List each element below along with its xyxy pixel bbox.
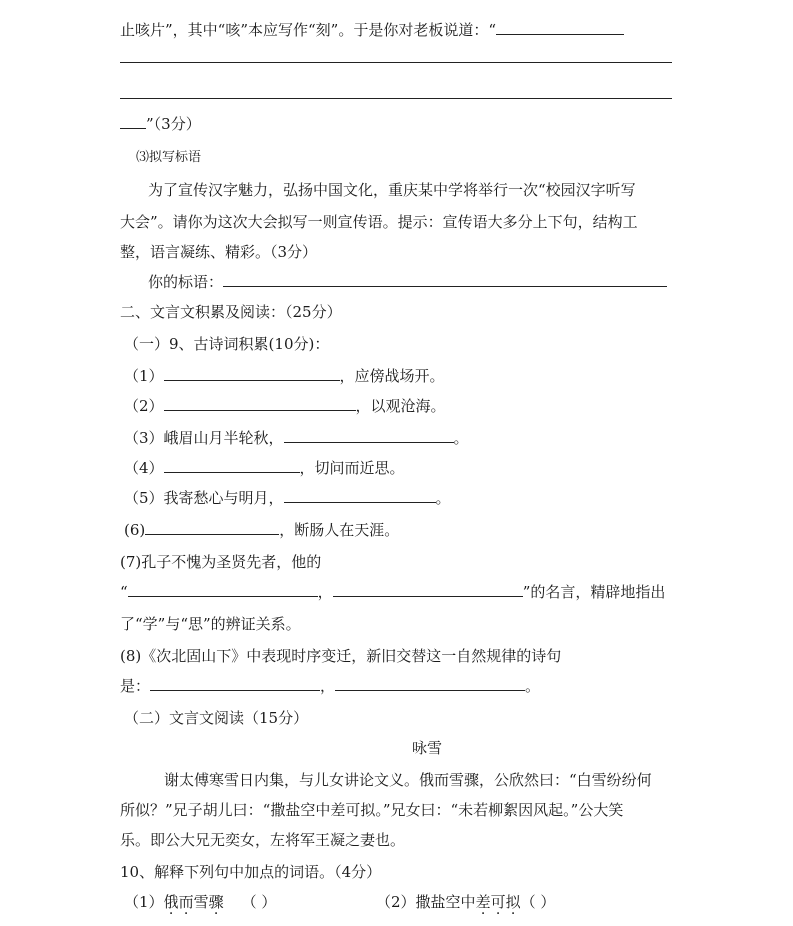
- poem-item-7-answer: “ ， ”的名言，精辟地指出: [120, 583, 666, 601]
- answer-rule[interactable]: [120, 62, 672, 63]
- part-title: （二）文言文阅读（15分）: [124, 709, 309, 727]
- section-title: 二、文言文积累及阅读：（25分）: [120, 303, 342, 321]
- slogan-prompt: 大会”。请你为这次大会拟写一则宣传语。提示：宣传语大多分上下句，结构工: [120, 213, 638, 231]
- passage-text: 谢太傅寒雪日内集，与儿女讲论文义。俄而雪骤，公欣然曰：“白雪纷纷何: [164, 771, 652, 789]
- poem-item-6: (6) ，断肠人在天涯。: [124, 521, 400, 539]
- poem-item-8-answer: 是： ， 。: [120, 677, 541, 695]
- poem-item-7-tail: 了“学”与“思”的辨证关系。: [120, 615, 301, 633]
- poem-item-3: （3）峨眉山月半轮秋， 。: [124, 429, 469, 447]
- slogan-prompt: 整，语言凝练、精彩。（3分）: [120, 243, 318, 261]
- answer-blank[interactable]: [145, 520, 279, 535]
- slogan-answer-blank[interactable]: [223, 272, 667, 287]
- question-10-item-2: （2）撒盐空中差可拟（ ）: [376, 893, 556, 911]
- answer-blank[interactable]: （ ）: [520, 893, 556, 911]
- passage-title: 咏雪: [412, 739, 443, 757]
- answer-blank[interactable]: （ ）: [241, 893, 277, 911]
- q8-tail-line: 止咳片”，其中“咳”本应写作“刻”。于是你对老板说道：“: [120, 20, 624, 40]
- question-10-title: 10、解释下列句中加点的词语。（4分）: [120, 863, 382, 881]
- passage-text: 所似？”兄子胡儿曰：“撒盐空中差可拟。”兄女曰：“未若柳絮因风起。”公大笑: [120, 801, 624, 819]
- answer-blank[interactable]: [164, 366, 340, 381]
- poem-item-1: （1） ，应傍战场开。: [124, 367, 445, 385]
- answer-blank[interactable]: [496, 20, 624, 35]
- poem-item-5: （5）我寄愁心与明月， 。: [124, 489, 451, 507]
- poem-item-8: (8)《次北固山下》中表现时序变迁，新旧交替这一自然规律的诗句: [120, 647, 562, 665]
- answer-blank[interactable]: [164, 458, 300, 473]
- poem-item-4: （4） ，切问而近思。: [124, 459, 405, 477]
- answer-rule[interactable]: [120, 98, 672, 99]
- passage-text: 乐。即公大兄无奕女，左将军王凝之妻也。: [120, 831, 406, 849]
- answer-blank[interactable]: [284, 488, 436, 503]
- part-title: （一）9、古诗词积累(10分)：: [124, 335, 330, 353]
- answer-blank[interactable]: [128, 582, 318, 597]
- slogan-answer-line: 你的标语：: [148, 272, 667, 292]
- answer-blank[interactable]: [284, 428, 454, 443]
- answer-blank[interactable]: [333, 582, 523, 597]
- answer-blank[interactable]: [150, 676, 320, 691]
- answer-blank[interactable]: [164, 396, 356, 411]
- poem-item-2: （2） ，以观沧海。: [124, 397, 446, 415]
- poem-item-7: (7)孔子不愧为圣贤先者，他的: [120, 553, 322, 571]
- slogan-heading: ⑶拟写标语: [136, 150, 202, 165]
- slogan-prompt: 为了宣传汉字魅力，弘扬中国文化，重庆某中学将举行一次“校园汉字听写: [148, 181, 636, 199]
- answer-blank[interactable]: [120, 114, 146, 129]
- q8-close-line: ”（3分）: [120, 114, 201, 134]
- question-10-item-1: （1）俄而雪骤 （ ）: [124, 893, 277, 911]
- answer-blank[interactable]: [335, 676, 525, 691]
